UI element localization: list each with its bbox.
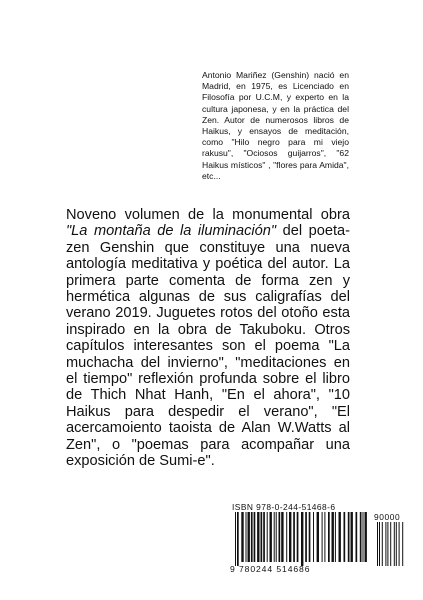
ean13-bars [234,512,368,568]
barcode-bar [309,512,311,562]
barcode-bar [328,512,330,562]
barcode-bar [305,512,307,562]
barcode-bar [241,512,243,562]
barcode-bar [270,512,272,562]
barcode-bar [263,512,265,562]
barcode-bar [360,512,362,562]
barcode-bar [322,512,323,562]
barcode-bar [246,512,247,562]
book-synopsis [66,207,350,470]
price-addon-bars [376,522,408,568]
barcode-bar [254,512,256,562]
barcode-bar [286,512,287,562]
barcode-bar [396,522,397,566]
price-code: 90000 [374,512,401,522]
barcode-bar [261,512,263,562]
barcode-bar [382,522,383,566]
barcode-bar [257,512,259,562]
barcode-bar [399,522,400,566]
barcode-bar [289,512,291,562]
barcode-bar [313,512,314,562]
barcode-bar [339,512,341,562]
barcode-bar [281,512,283,562]
barcode-bar [237,512,239,566]
barcode-bar [377,522,378,566]
synopsis-intro: Noveno volumen de la monumental obra [66,207,350,223]
barcode-bar [274,512,275,562]
barcode-bar [248,512,250,562]
barcode-bar [335,512,336,562]
author-bio: Antonio Mariñez (Genshin) nació en Madrid, en 1975, es Licenciado en Filosofía por U.C.M, y experto en la cultura japonesa, y en la práctica del Zen. Autor de numerosos libros de Haikus, y ensayos de meditación, como "Hilo negro para mi viejo rakusu", "Ociosos guijarros", "62 Haikus místicos" , "flores para Amida", etc... [202,70,349,181]
barcode-bar [317,512,319,562]
barcode-bar [324,512,325,562]
barcode-bar [251,512,253,562]
barcode-bar [394,522,395,566]
barcode-bar [276,512,277,562]
barcode-bar [351,512,353,562]
barcode-bar [301,512,303,566]
barcode-bar [402,522,403,566]
barcode-bar [385,522,386,566]
barcode-bar [344,512,346,562]
barcode-bar [356,512,358,562]
barcode-bar [267,512,268,562]
barcode-bar [293,512,295,562]
ean-digits: 9 780244 514686 [230,564,311,574]
barcode-bar [365,512,367,562]
isbn-label: ISBN 978-0-244-51468-6 [232,502,336,512]
synopsis-body: del poeta-zen Genshin que constituye una nueva antología meditativa y poética del autor. La primera parte comenta de forma zen y hermética algunas de sus caligrafías del verano 2019. Juguetes rotos del otoño esta inspirado en la obra de Takuboku. Otros capítulos interesantes son el poema "La muchacha del invierno", "meditaciones en el tiempo" reflexión profunda sobre el libro de Thich Nhat Hanh, "En el ahora", "10 Haikus para despedir el verano", "El acercamoiento taoista de Alan W.Watts al Zen", o "poemas para acompañar una exposición de Sumi-e". [66,223,351,470]
barcode-bar [348,512,350,562]
series-title: "La montaña de la iluminación" [66,223,277,240]
isbn-barcode [228,502,411,578]
barcode-bar [235,512,236,566]
barcode-bar [279,512,281,562]
barcode-bar [332,512,334,562]
barcode-bar [363,512,364,562]
barcode-bar [390,522,391,566]
barcode-bar [387,522,388,566]
barcode-bar [297,512,299,562]
barcode-bar [379,522,380,566]
